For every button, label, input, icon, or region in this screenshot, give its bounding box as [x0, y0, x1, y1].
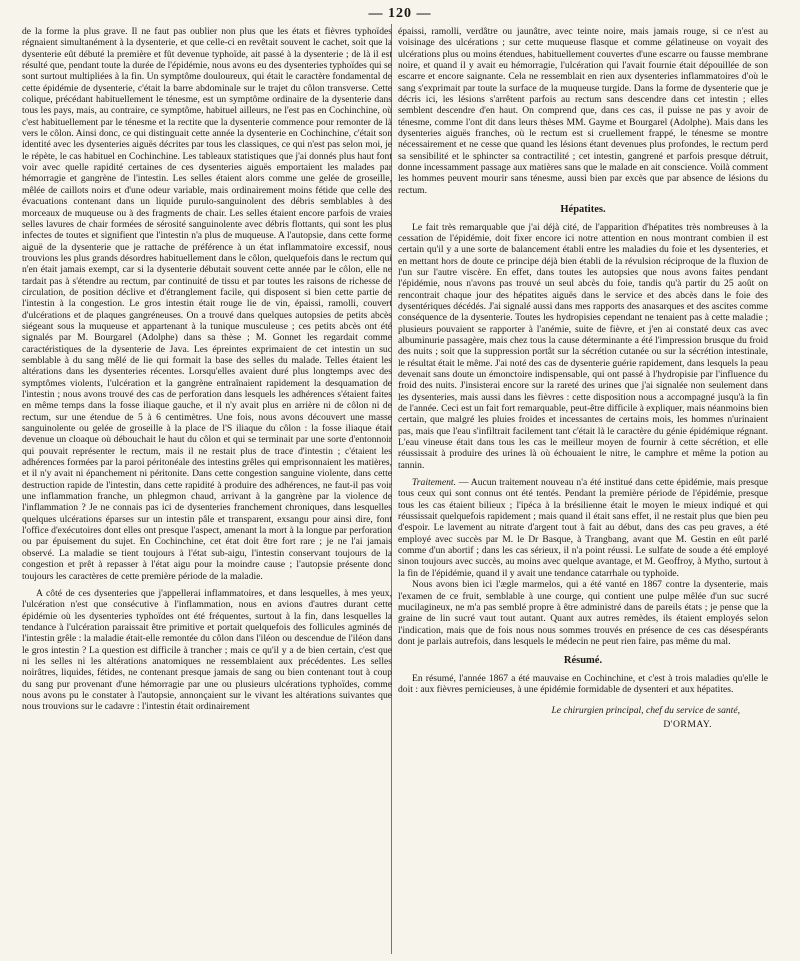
right-column [398, 26, 768, 730]
right-paragraph-2: Le fait très remarquable que j'ai déjà cité, de l'apparition d'hépatites très nombreuses à la cessation de l'épidémie, doit fixer encore ici notre attention en nous montrant combien il est certain qu'il y a une sorte de balancement établi entre les maladies du foie et les dysenteries, et en mettant hors de doute ce principe déjà bien établi de la révulsion réciproque de la fluxion de l'un sur l'autre viscère. En effet, dans toutes les autopsies que nous avons faites pendant l'épidémie, nous n'avons pas trouvé un seul abcès du foie, tandis qu'à partir du 25 août on rencontrait chaque jour des hépatites aiguës dans le service et des abcès dans le foie des dysentériques décédés. J'ai signalé aussi dans mes rapports des anasarques et des ascites comme conséquence de la dysenterie. Toutes les hydropisies cependant ne tenaient pas à cette maladie ; plusieurs pouvaient se rapporter à l'anémie, suite de fièvre, et j'en ai constaté deux cas avec albuminurie passagère, mais chez tous la cause déterminante a été l'impression brusque du froid des nuits ; soit que la suppression portât sur la sécrétion cutanée ou sur la sécrétion intestinale, le résultat était le même. J'ai noté des cas de dysenterie guérie rapidement, dans lesquels la peau devenait sans doute un émonctoire indispensable, qui ont passé à l'hydropisie par l'influence du froid des nuits. J'insisterai encore sur la rareté des urines que j'ai signalée non seulement dans les dysenteries, mais aussi dans les fièvres : cette disposition nous a accompagné jusqu'à la fin de l'année. Ceci est un fait fort remarquable, peut-être difficile à expliquer, mais néanmoins bien certain, que malgré les pluies froides et incessantes de certains mois, les hommes n'urinaient pas, mais que l'eau s'infiltrait facilement tant c'était là le caractère du génie épidémique régnant. L'eau vineuse était dans tous les cas le meilleur moyen de fournir à cette sécrétion, et elle réussissait à produire des urines là où échouaient le nitre, le camphre et même la potion au tannin. [398, 221, 768, 471]
right-paragraph-5: En résumé, l'année 1867 a été mauvaise en Cochinchine, et c'est à trois maladies qu'elle le doit : aux fièvres pernicieuses, à une épidémie formidable de dysenteri et aux hépatites. [398, 672, 768, 695]
signature-title: Le chirurgien principal, chef du service de santé, [551, 705, 740, 717]
signature-name: D'ORMAY. [663, 718, 712, 730]
treatment-body: — Aucun traitement nouveau n'a été institué dans cette épidémie, mais presque tous ceux qui sont connus ont été tentés. Pendant la première période de l'épidémie, presque tous les cas étaient bilieux ; l'ipéca à la brésilienne était le moyen le mieux indiqué et qui réussissait quelquefois rapidement ; mais quand il était sans effet, il ne restait plus que bien peu d'espoir. Le lavement au nitrate d'argent tout à fait au début, dans des cas peu graves, a été employé avec succès par M. le Dr Basque, à Trangbang, avant que M. Gestin en eût parlé comme d'un abortif ; dans les cas sérieux, il n'a point réussi. Le sulfate de soude a été employé sinon toujours avec succès, au moins avec quelque avantage, et M. Geoffroy, à Mytho, surtout à la fin de l'épidémie, quand il y avait une tendance catarrhale ou typhoïde. [398, 477, 768, 579]
treatment-lead: Traitement. [412, 477, 456, 489]
page-number: — 120 — [368, 6, 432, 21]
signature-block [398, 705, 768, 730]
right-paragraph-4: Nous avons bien ici l'ægle marmelos, qui a été vanté en 1867 contre la dysenterie, mais l'examen de ce fruit, semblable à une courge, qui contient une pulpe mêlée d'un suc sucré mucilagineux, ne m'a pas semblé propre à être administré dans de pareils états ; je pense que la graine de lin sucré vaut tout autant. Quant aux autres remèdes, ils étaient employés selon l'indication, mais que de fois nous nous sommes trouvés en présence de ces cas désespérants dont je parlais autrefois, dans lesquels le médecin ne peut rien faire, pas même du mal. [398, 579, 768, 647]
right-paragraph-1: épaissi, ramolli, verdâtre ou jaunâtre, avec teinte noire, mais jamais rouge, si ce n'est au voisinage des ulcérations ; sur cette muqueuse flasque et comme gélatineuse on voyait des ulcérations plus ou moins étendues, habituellement couvertes d'une escarre ou fausse membrane noire, et quand il y avait eu hémorragie, l'ulcération qui l'avait fournie était dépouillée de son escarre et encore saignante. Cela ne ressemblait en rien aux dysenteries inflammatoires d'où le sang s'exprimait par toute la surface de la muqueuse turgide. Dans la forme de dysenterie que je décris ici, les lésions s'arrêtent parfois au rectum sans descendre dans cet intestin ; elles semblent descendre d'en haut. On comprend que, dans ces cas, il puisse ne pas y avoir de ténesme, comme l'ont dit dans leurs thèses MM. Gayme et Bourgarel (Adolphe). Mais dans les dysenteries aiguës franches, où le rectum est si cruellement frappé, le ténesme se montre nécessairement et ne cesse que quand les lésions étant devenues plus profondes, le rectum perd sa sensibilité et le sphincter sa contractilité ; cet intestin, gangrené et parfois presque détruit, donne incessamment passage aux matières sans que le malade en ait conscience. Voilà comment les hommes peuvent mourir sans ténesme, aussi bien par excès que par absence de lésions du rectum. [398, 26, 768, 196]
left-paragraph-1: de la forme la plus grave. Il ne faut pas oublier non plus que les états et fièvres typhoïdes régnaient simultanément à la dysenterie, et que celle-ci en revêtait souvent le cachet, soit que la dysenterie eût débuté la première et fût devenue typhoïde, ait passé à la dysenterie ; de là il est résulté que, pendant toute la durée de l'épidémie, nous avons eu des dysenteries typhoïdes qui se sont surtout multipliées à la fin. Un symptôme douloureux, qui était le caractère fondamental de cette épidémie de dysenterie, c'était la barre abdominale sur le trajet du côlon transverse. Cette colique, précédant habituellement le ténesme, est un symptôme ordinaire de la dysenterie dans tous les pays, mais, au contraire, ce symptôme, habituel ailleurs, ne l'est pas en Cochinchine, où c'est habituellement par le ténesme et la rectite que la dysenterie commence pour remonter de là vers le côlon. Ainsi donc, ce qui distinguait cette année la dysenterie en Cochinchine, c'était son identité avec les dysenteries aiguës décrites par tous les classiques, ce qui n'est pas selon moi, je le répète, le cas habituel en Cochinchine. Les tableaux statistiques que j'ai donnés plus haut font voir avec quelle rapidité certaines de ces dysenteries aiguës emportaient les malades par hémorragie et gangrène de l'intestin. Les selles étaient alors comme une gelée de groseille, mêlée de caillots noirs et d'une odeur variable, mais ordinairement moins fétide que celle des évacuations contenant dans un liquide purulo-sanguinolent des débris semblables à des morceaux de muqueuse ou à des fragments de chair. Les selles étaient encore parfois de vraies selles lavures de chair formées de sérosité sanguinolente avec débris flottants, qui sont les plus infectes de toutes et signifient que l'intestin n'a plus de muqueuse. A l'autopsie, dans cette forme aiguë de la dysenterie que je rattache de préférence à un état inflammatoire excessif, nous trouvions les plus grands désordres habituellement dans le côlon, quelquefois dans le rectum qui n'en était jamais exempt, car si la dysenterie débutait souvent cette année par le côlon, elle ne tardait pas à s'étendre au rectum, par continuité de tissu et par toutes les raisons de richesse de circulation, de position déclive et d'étranglement facile, qui disposent si bien cette partie de l'intestin à la congestion. Le gros intestin était rouge lie de vin, épaissi, ramolli, couvert d'ulcérations et de plaques gangréneuses. On a trouvé dans quelques autopsies de petits abcès siégeant sous la muqueuse et appartenant à la tunique musculeuse ; ces petits abcès ont été signalés par M. Bourgarel (Adolphe) dans sa thèse ; M. Gonnet les regardait comme caractéristiques de la dysenterie de Java. Les épreintes exprimaient de cet intestin un suc semblable à du sang mêlé de lie qui formait la base des selles du malade. Telles étaient les altérations dans les dysenteries récentes. Lorsqu'elles avaient duré plus longtemps avec des symptômes violents, l'ulcération et la gangrène entraînaient rapidement la desquamation de l'intestin ; nous avons trouvé des cas de perforation dans lesquels les adhérences s'étaient faites en même temps dans la fosse iliaque gauche, et il n'y avait plus en arrière ni de côlon ni de rectum, sur une étendue de 5 à 6 centimètres. Une fois, nous avons découvert une masse sanguinolente ou gelée de groseille à la place de l'S iliaque du côlon : la fosse iliaque était devenue un cloaque où débouchait le haut du côlon et qui se terminait par une sorte d'entonnoir qui pouvait représenter le rectum, mais il ne restait plus de trace d'intestin ; c'étaient les adhérences formées par la paroi péritonéale des intestins grêles qui emprisonnaient les matières, et il n'y avait ni épanchement ni péritonite. Dans cette congestion sanguine violente, dans cette destruction rapide de l'intestin, dans cette rapidité à produire des adhérences, ne faut-il pas voir une inflammation franche, un phlegmon chaud, arrivant à la gangrène par la violence de l'inflammation ? Je ne connais pas ici de dysenteries franchement chroniques, dans lesquelles quelques ulcérations éparses sur un intestin pâle et transparent, exsangu pour ainsi dire, font l'office d'exécutoires dont elles ont presque l'aspect, amenant la mort à la longue par perforation ou par épuisement du sujet. En Cochinchine, cet état doit être fort rare ; je ne l'ai jamais observé. La maladie se tient toujours à l'état sub-aigu, l'intestin conservant toujours de la congestion et prêt à repasser à l'état aigu pour la moindre cause ; l'autopsie présente donc toujours les caractères de cette première période de la maladie. [22, 26, 392, 582]
section-heading-resume: Résumé. [563, 655, 603, 667]
right-paragraph-treatment [398, 477, 768, 579]
section-heading-hepatites: Hépatites. [560, 204, 606, 216]
left-paragraph-2: A côté de ces dysenteries que j'appellerai inflammatoires, et dans lesquelles, à mes yeux, l'ulcération n'est que consécutive à l'inflammation, nous en avions d'autres durant cette épidémie où les dysenteries typhoïdes ont été fréquentes, surtout à la fin, dans lesquelles la tendance à l'ulcération paraissait être primitive et portait quelquefois des follicules agminés de l'intestin grêle : la maladie était-elle remontée du côlon dans l'iléon ou descendue de l'iléon dans le gros intestin ? La question est difficile à trancher ; mais ce qu'il y a de bien certain, c'est que ni les selles ni les altérations anatomiques ne ressemblaient aux précédentes. Les selles noirâtres, liquides, fétides, ne contenant presque jamais de sang ou bien contenant tout à coup du sang pur provenant d'une hémorragie par une ou plusieurs ulcérations typhoïdes, comme nous avons pu le constater à l'autopsie, annonçaient sur le vivant les altérations suivantes que nous trouvions sur le cadavre : l'intestin était ordinairement [22, 587, 392, 713]
left-column [22, 26, 392, 713]
